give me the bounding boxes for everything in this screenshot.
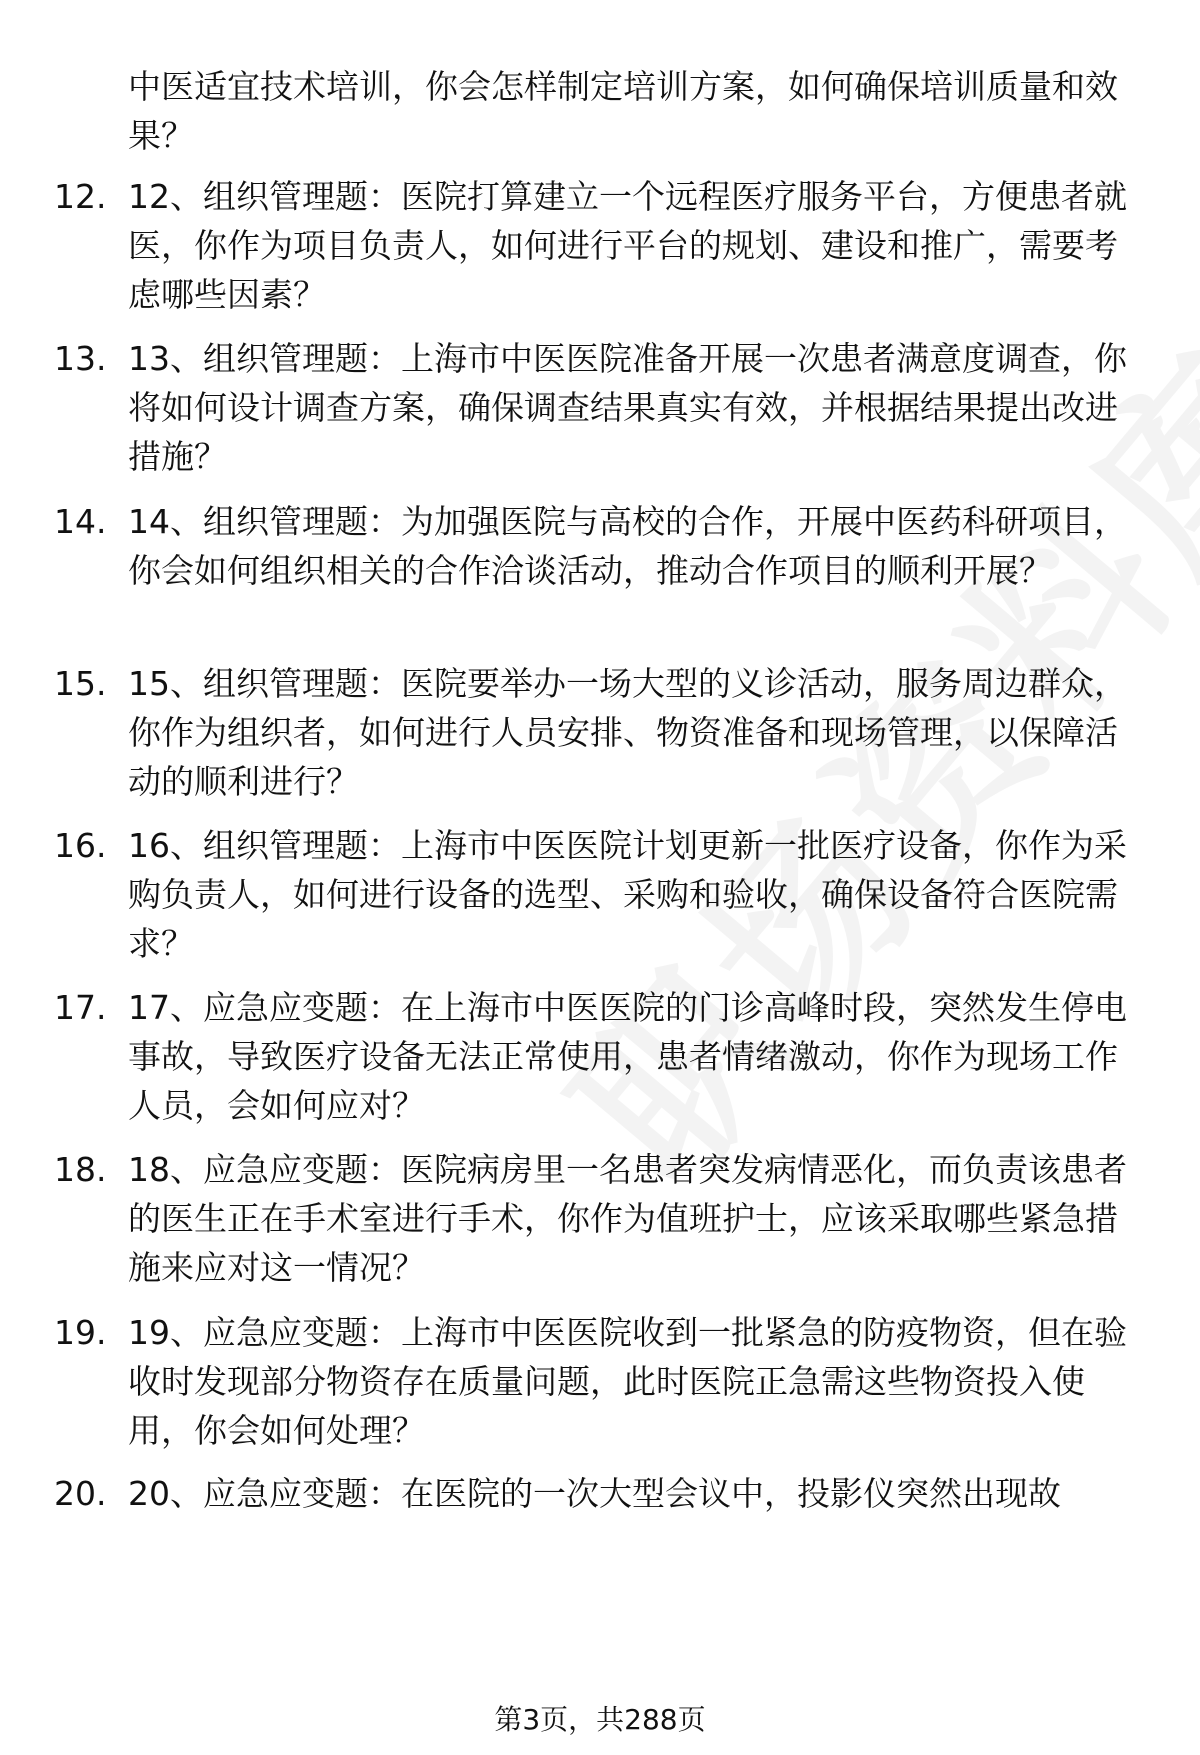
list-item-text: 12、组织管理题：医院打算建立一个远程医疗服务平台，方便患者就医，你作为项目负责人，如何进行平台的规划、建设和推广，需要考虑哪些因素？ xyxy=(128,177,1127,314)
list-item-number: 13. xyxy=(54,339,107,378)
list-item-number: 17. xyxy=(54,988,107,1027)
list-item-number: 15. xyxy=(54,664,107,703)
list-item-text: 19、应急应变题：上海市中医医院收到一批紧急的防疫物资，但在验收时发现部分物资存在质量问题，此时医院正急需这些物资投入使用，你会如何处理？ xyxy=(128,1313,1127,1450)
list-item-text: 15、组织管理题：医院要举办一场大型的义诊活动，服务周边群众，你作为组织者，如何进行人员安排、物资准备和现场管理，以保障活动的顺利进行？ xyxy=(128,664,1127,801)
list-item-number: 16. xyxy=(54,826,107,865)
continuation-paragraph: 中医适宜技术培训，你会怎样制定培训方案，如何确保培训质量和效果？ xyxy=(128,67,1118,155)
list-item-text: 17、应急应变题：在上海市中医医院的门诊高峰时段，突然发生停电事故，导致医疗设备无法正常使用，患者情绪激动，你作为现场工作人员，会如何应对？ xyxy=(128,988,1127,1125)
page-footer: 第3页，共288页 xyxy=(494,1703,706,1736)
list-item-number: 18. xyxy=(54,1150,107,1189)
list-item-text: 16、组织管理题：上海市中医医院计划更新一批医疗设备，你作为采购负责人，如何进行设备的选型、采购和验收，确保设备符合医院需求？ xyxy=(128,826,1127,963)
list-item-number: 14. xyxy=(54,502,107,541)
list-item-number: 12. xyxy=(54,177,107,216)
list-item-number: 19. xyxy=(54,1313,107,1352)
list-item-number: 20. xyxy=(54,1474,107,1513)
list-item-text: 13、组织管理题：上海市中医医院准备开展一次患者满意度调查，你将如何设计调查方案，确保调查结果真实有效，并根据结果提出改进措施？ xyxy=(128,339,1127,476)
list-item-text: 14、组织管理题：为加强医院与高校的合作，开展中医药科研项目，你会如何组织相关的合作洽谈活动，推动合作项目的顺利开展？ xyxy=(128,502,1127,590)
list-item-text: 20、应急应变题：在医院的一次大型会议中，投影仪突然出现故 xyxy=(128,1474,1061,1513)
list-item-text: 18、应急应变题：医院病房里一名患者突发病情恶化，而负责该患者的医生正在手术室进行手术，你作为值班护士，应该采取哪些紧急措施来应对这一情况？ xyxy=(128,1150,1127,1287)
